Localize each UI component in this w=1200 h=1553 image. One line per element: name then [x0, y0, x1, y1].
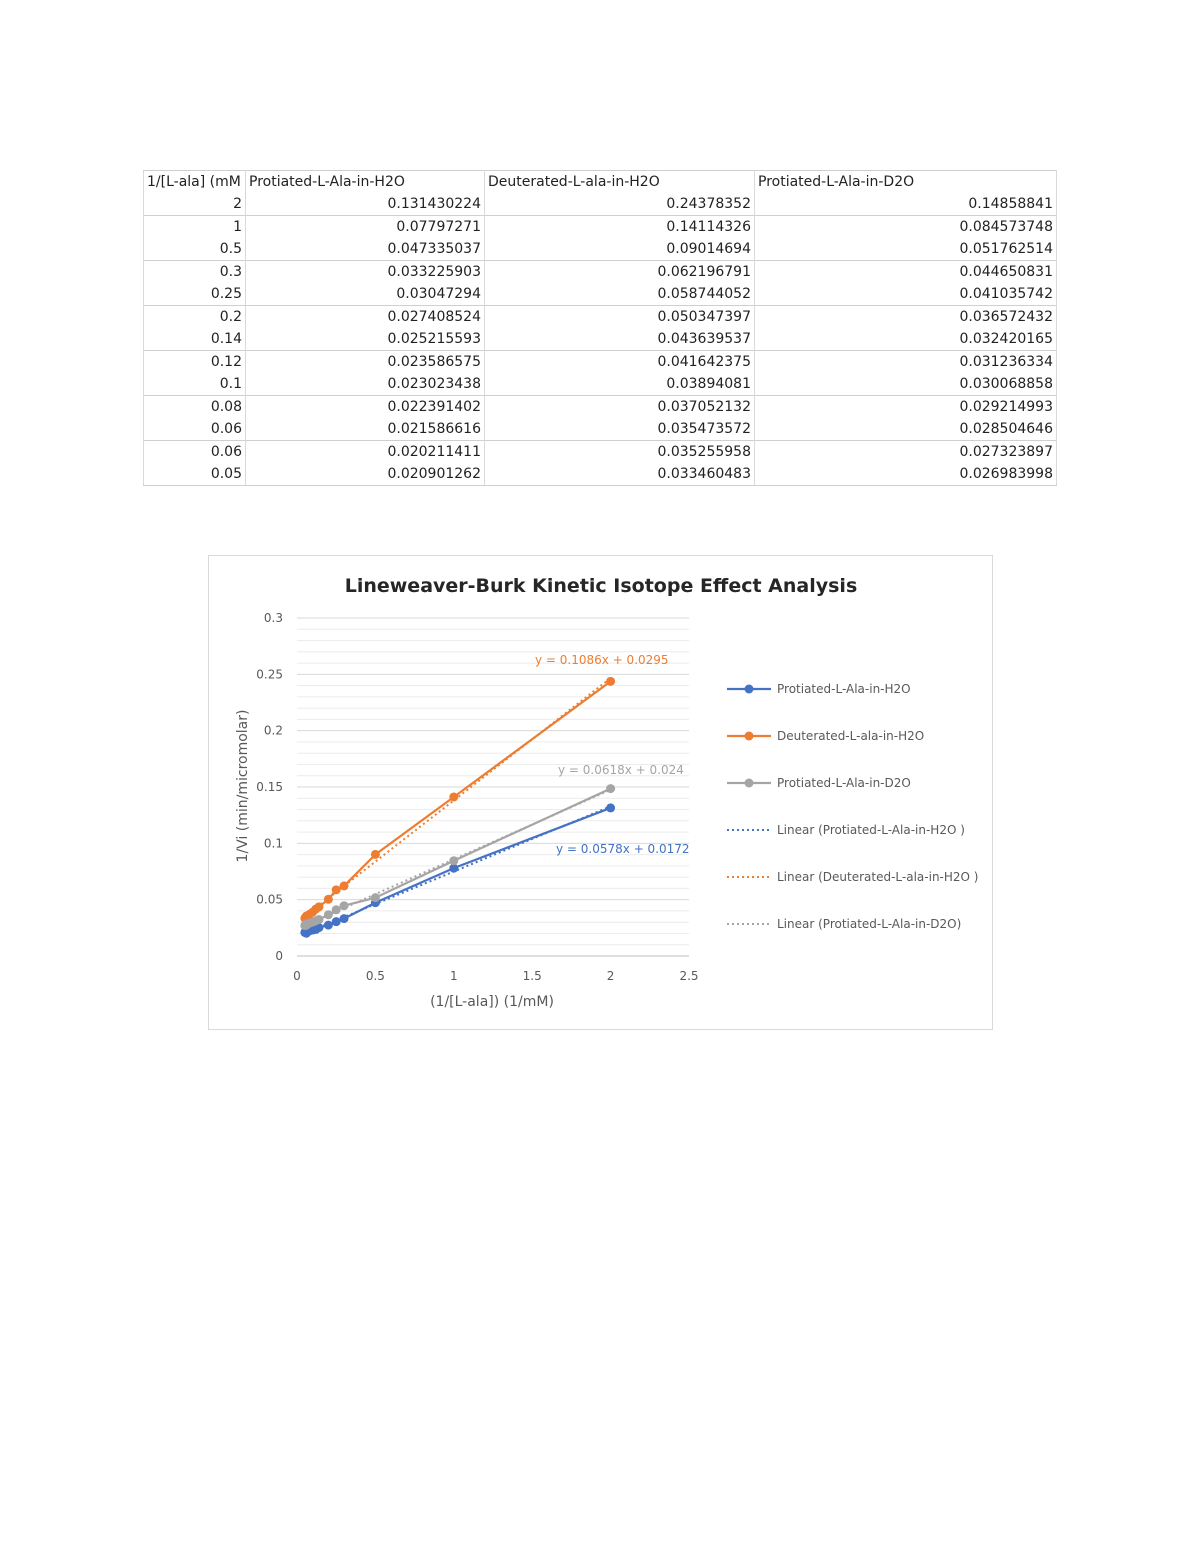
data-point: [606, 803, 615, 812]
table-header-cell: Protiated-L-Ala-in-H2O: [246, 171, 485, 194]
table-row: [144, 238, 1057, 261]
table-cell: 0.029214993: [755, 396, 1057, 419]
table-row: [144, 193, 1057, 216]
data-point: [340, 914, 349, 923]
trendline-equation: y = 0.0618x + 0.024: [558, 763, 684, 777]
table-cell: 0.026983998: [755, 463, 1057, 486]
table-cell: 0.037052132: [485, 396, 755, 419]
table-cell: 0.07797271: [246, 216, 485, 239]
legend-label: Linear (Protiated-L-Ala-in-D2O): [777, 917, 962, 931]
table-cell: 0.24378352: [485, 193, 755, 216]
y-tick-label: 0.1: [263, 836, 283, 851]
table-cell: 0.14114326: [485, 216, 755, 239]
table-cell: 0.05: [144, 463, 246, 486]
data-point: [332, 905, 341, 914]
table-row: [144, 463, 1057, 486]
table-header-cell: Protiated-L-Ala-in-D2O: [755, 171, 1057, 194]
chart: [209, 556, 994, 1031]
legend-label: Linear (Deuterated-L-ala-in-H2O ): [777, 870, 979, 884]
x-tick-label: 2.5: [679, 969, 699, 983]
chart-frame: [208, 555, 993, 1030]
table-cell: 0.3: [144, 261, 246, 284]
table-row: [144, 373, 1057, 396]
table-cell: 0.2: [144, 306, 246, 329]
table-cell: 0.020211411: [246, 441, 485, 464]
table-header-cell: Deuterated-L-ala-in-H2O: [485, 171, 755, 194]
x-tick-label: 1: [449, 969, 458, 983]
table-row: [144, 306, 1057, 329]
data-point: [314, 902, 323, 911]
legend-label: Linear (Protiated-L-Ala-in-H2O ): [777, 823, 965, 837]
series-line: [305, 681, 611, 918]
chart-title: Lineweaver-Burk Kinetic Isotope Effect Analysis: [344, 575, 858, 597]
table-cell: 0.028504646: [755, 418, 1057, 441]
table-cell: 0.035255958: [485, 441, 755, 464]
table-cell: 0.084573748: [755, 216, 1057, 239]
table-cell: 0.041035742: [755, 283, 1057, 306]
table-cell: 0.023586575: [246, 351, 485, 374]
legend-marker: [745, 732, 754, 741]
table-cell: 1: [144, 216, 246, 239]
table-cell: 0.025215593: [246, 328, 485, 351]
table-cell: 0.5: [144, 238, 246, 261]
legend-label: Protiated-L-Ala-in-H2O: [777, 682, 911, 696]
table-cell: 0.06: [144, 441, 246, 464]
y-tick-label: 0.05: [256, 892, 283, 907]
table-row: [144, 351, 1057, 374]
table-row: [144, 418, 1057, 441]
grid-lines: [297, 618, 689, 956]
table-cell: 0.062196791: [485, 261, 755, 284]
x-axis-label: (1/[L-ala]) (1/mM): [430, 994, 554, 1010]
table-cell: 0.022391402: [246, 396, 485, 419]
table-cell: 0.25: [144, 283, 246, 306]
table-cell: 0.12: [144, 351, 246, 374]
table-cell: 0.041642375: [485, 351, 755, 374]
table-body: [144, 171, 1057, 486]
trendline-equation: y = 0.1086x + 0.0295: [535, 653, 669, 667]
table-cell: 0.131430224: [246, 193, 485, 216]
table-header-cell: 1/[L-ala] (mM: [144, 171, 246, 194]
series-lines: [300, 677, 615, 938]
table-cell: 0.043639537: [485, 328, 755, 351]
table-cell: 0.030068858: [755, 373, 1057, 396]
table-cell: 0.027408524: [246, 306, 485, 329]
table-cell: 0.08: [144, 396, 246, 419]
table-cell: 0.033460483: [485, 463, 755, 486]
table-cell: 0.033225903: [246, 261, 485, 284]
legend-marker: [745, 779, 754, 788]
legend-label: Protiated-L-Ala-in-D2O: [777, 776, 911, 790]
table-row: [144, 216, 1057, 239]
data-point: [606, 677, 615, 686]
x-tick-label: 0: [293, 969, 301, 983]
table-cell: 0.023023438: [246, 373, 485, 396]
data-point: [340, 901, 349, 910]
data-point: [449, 856, 458, 865]
table-cell: 0.050347397: [485, 306, 755, 329]
data-point: [324, 895, 333, 904]
data-point: [371, 893, 380, 902]
table-cell: 0.027323897: [755, 441, 1057, 464]
x-tick-label: 1.5: [522, 969, 542, 983]
x-tick-label: 2: [606, 969, 615, 983]
table-cell: 0.058744052: [485, 283, 755, 306]
table-cell: 0.032420165: [755, 328, 1057, 351]
table-cell: 0.021586616: [246, 418, 485, 441]
legend: [727, 682, 978, 931]
table-cell: 0.03894081: [485, 373, 755, 396]
table-cell: 0.14858841: [755, 193, 1057, 216]
y-tick-label: 0.25: [256, 667, 283, 682]
data-point: [340, 881, 349, 890]
legend-label: Deuterated-L-ala-in-H2O: [777, 729, 925, 743]
y-axis-label: 1/Vi (min/micromolar): [235, 709, 251, 863]
table-cell: 0.09014694: [485, 238, 755, 261]
table-cell: 0.020901262: [246, 463, 485, 486]
trendline-equation: y = 0.0578x + 0.0172: [556, 842, 690, 856]
data-table: [143, 170, 1057, 486]
data-point: [449, 792, 458, 801]
y-tick-label: 0.2: [263, 723, 283, 738]
table-row: [144, 396, 1057, 419]
data-point: [371, 850, 380, 859]
legend-marker: [745, 685, 754, 694]
table-cell: 0.047335037: [246, 238, 485, 261]
table-cell: 0.035473572: [485, 418, 755, 441]
x-tick-label: 0.5: [365, 969, 385, 983]
table-cell: 0.06: [144, 418, 246, 441]
table-row: [144, 328, 1057, 351]
data-point: [332, 917, 341, 926]
y-tick-label: 0.15: [256, 780, 283, 794]
table-row: [144, 441, 1057, 464]
table-cell: 0.036572432: [755, 306, 1057, 329]
table-cell: 0.14: [144, 328, 246, 351]
y-tick-label: 0.3: [263, 611, 283, 625]
table-cell: 0.1: [144, 373, 246, 396]
table-cell: 0.03047294: [246, 283, 485, 306]
table-cell: 0.051762514: [755, 238, 1057, 261]
data-point: [324, 921, 333, 930]
data-point: [332, 885, 341, 894]
data-point: [314, 915, 323, 924]
data-point: [324, 910, 333, 919]
y-tick-label: 0: [275, 949, 283, 963]
table-row: [144, 283, 1057, 306]
table-header-row: [144, 171, 1057, 194]
table-cell: 0.031236334: [755, 351, 1057, 374]
table-cell: 2: [144, 193, 246, 216]
table-cell: 0.044650831: [755, 261, 1057, 284]
data-point: [606, 784, 615, 793]
table-row: [144, 261, 1057, 284]
